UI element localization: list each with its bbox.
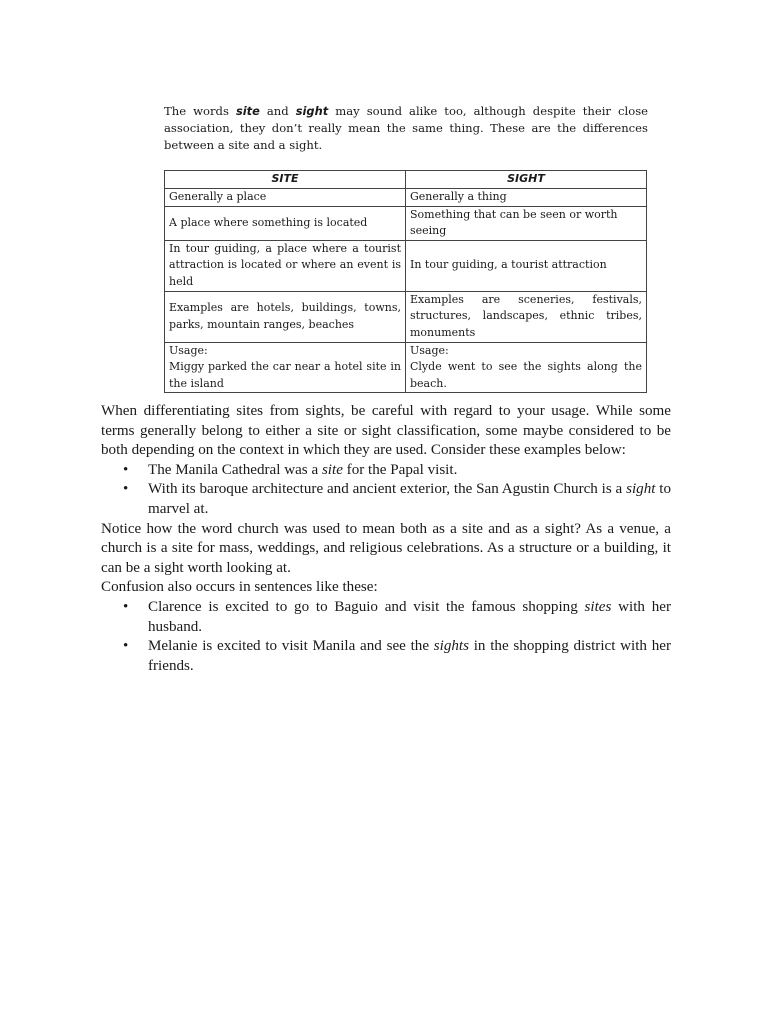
list-item-text: Clarence is excited to go to Baguio and visit the famous shopping <box>148 598 585 615</box>
examples-list-1 <box>101 461 671 520</box>
bullet-icon: • <box>123 638 129 655</box>
list-item-emphasis: sites <box>584 598 612 615</box>
site-usage-example: Miggy parked the car near a hotel site in the island <box>169 360 401 390</box>
list-item-text: Melanie is excited to visit Manila and see the <box>148 638 434 655</box>
table-row <box>165 240 647 291</box>
intro-text: may sound alike too, although despite their close association, they don’t really mean the same thing. These are the differences between a site and a sight. <box>164 104 649 152</box>
body-text <box>101 402 671 676</box>
sight-cell: Examples are sceneries, festivals, structures, landscapes, ethnic tribes, monuments <box>406 291 647 342</box>
bullet-icon: • <box>123 598 129 615</box>
list-item-text: The Manila Cathedral was a <box>148 461 322 478</box>
sight-cell: Something that can be seen or worth seeing <box>406 206 647 240</box>
intro-term-sight: sight <box>295 104 329 118</box>
list-item-text: to marvel at. <box>148 481 671 517</box>
sight-cell: In tour guiding, a tourist attraction <box>406 240 647 291</box>
list-item-text: With its baroque architecture and ancient exterior, the San Agustin Church is a <box>148 481 627 498</box>
examples-list-2 <box>101 598 671 676</box>
list-item-text: with her husband. <box>148 598 671 635</box>
list-item-emphasis: sights <box>433 638 469 655</box>
bullet-icon: • <box>123 461 129 478</box>
usage-label: Usage: <box>169 343 208 357</box>
paragraph-usage: When differentiating sites from sights, be careful with regard to your usage. While some terms generally belong to either a site or sight classification, some maybe considered to be both depending on the context in which they are used. Consider these examples below: <box>101 403 671 459</box>
header-sight: SIGHT <box>406 171 647 189</box>
sight-usage-example: Clyde went to see the sights along the beach. <box>410 360 642 390</box>
table-row <box>165 291 647 342</box>
table-header-row <box>165 171 647 189</box>
usage-label: Usage: <box>410 343 449 357</box>
paragraph-confusion: Confusion also occurs in sentences like these: <box>101 579 378 596</box>
table-row-usage <box>165 342 647 393</box>
header-site: SITE <box>165 171 406 189</box>
list-item <box>101 598 671 637</box>
sight-cell: Generally a thing <box>406 188 647 206</box>
intro-text: The words <box>164 104 236 118</box>
list-item <box>101 637 671 676</box>
site-cell: In tour guiding, a place where a tourist attraction is located or where an event is held <box>165 240 406 291</box>
site-usage-cell <box>165 342 406 393</box>
list-item <box>101 461 671 481</box>
table-row <box>165 206 647 240</box>
intro-term-site: site <box>235 104 260 118</box>
list-item-text: in the shopping district with her friends. <box>148 638 671 674</box>
list-item-emphasis: sight <box>626 481 656 498</box>
list-item <box>101 480 671 519</box>
site-sight-comparison-table <box>164 170 647 393</box>
bullet-icon: • <box>123 481 129 498</box>
site-cell: A place where something is located <box>165 206 406 240</box>
list-item-text: for the Papal visit. <box>342 461 458 478</box>
list-item-emphasis: site <box>321 461 343 478</box>
paragraph-church: Notice how the word church was used to mean both as a site and as a sight? As a venue, a church is a site for mass, weddings, and religious celebrations. As a structure or a building, it can be a sight worth looking at. <box>101 520 671 576</box>
sight-usage-cell <box>406 342 647 393</box>
site-cell: Generally a place <box>165 188 406 206</box>
site-cell: Examples are hotels, buildings, towns, parks, mountain ranges, beaches <box>165 291 406 342</box>
intro-paragraph <box>164 103 648 154</box>
table-row <box>165 188 647 206</box>
intro-text: and <box>259 104 296 118</box>
